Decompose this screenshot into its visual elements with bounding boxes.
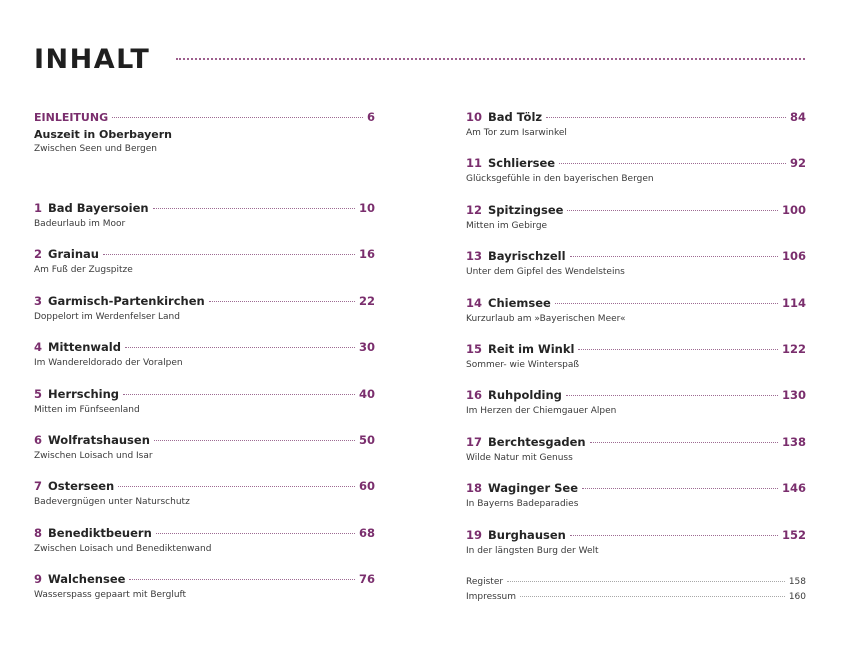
chapter-title: Chiemsee bbox=[488, 295, 551, 310]
dot-leader bbox=[520, 596, 785, 597]
page-number: 158 bbox=[788, 577, 806, 587]
chapter-number: 14 bbox=[466, 295, 483, 310]
page-number: 84 bbox=[789, 110, 806, 124]
toc-entry[interactable] bbox=[34, 293, 375, 324]
page-number: 146 bbox=[781, 481, 806, 496]
page-number: 92 bbox=[789, 156, 806, 171]
chapter-subtitle: Zwischen Loisach und Isar bbox=[34, 451, 153, 461]
dot-leader bbox=[555, 303, 778, 304]
dot-leader bbox=[103, 254, 355, 255]
chapter-subtitle: Badevergnügen unter Naturschutz bbox=[34, 497, 190, 508]
chapter-number: 6 bbox=[34, 433, 43, 447]
chapter-subtitle: Wasserspass gepaart mit Bergluft bbox=[34, 590, 187, 601]
dot-leader bbox=[570, 535, 778, 536]
chapter-number: 13 bbox=[466, 249, 483, 264]
page-number: 22 bbox=[358, 293, 375, 308]
toc-entry[interactable] bbox=[466, 295, 806, 326]
dot-leader bbox=[582, 488, 778, 489]
chapter-subtitle: Sommer- wie Winterspaß bbox=[466, 360, 580, 370]
chapter-number: 17 bbox=[466, 434, 483, 449]
page-number: 122 bbox=[781, 342, 806, 356]
page-number: 16 bbox=[358, 247, 375, 262]
intro-label: EINLEITUNG bbox=[34, 111, 109, 124]
page-number: 68 bbox=[358, 525, 375, 540]
toc-entry[interactable] bbox=[34, 525, 375, 556]
toc-entry[interactable] bbox=[34, 432, 375, 463]
page-number: 130 bbox=[781, 388, 806, 403]
toc-entry[interactable] bbox=[466, 248, 806, 279]
toc-entry[interactable] bbox=[466, 527, 806, 558]
chapter-subtitle: Doppelort im Werdenfelser Land bbox=[34, 311, 180, 322]
title-divider bbox=[176, 58, 805, 60]
chapter-title: Burghausen bbox=[488, 527, 566, 542]
chapter-number: 4 bbox=[34, 340, 43, 355]
toc-entry[interactable] bbox=[466, 480, 806, 511]
chapter-number: 12 bbox=[466, 202, 483, 217]
toc-entry[interactable] bbox=[34, 339, 375, 370]
chapter-title: Schliersee bbox=[488, 156, 556, 171]
dot-leader bbox=[590, 442, 778, 443]
dot-leader bbox=[578, 349, 778, 350]
dot-leader bbox=[118, 486, 355, 487]
chapter-number: 3 bbox=[34, 293, 43, 308]
toc-entry[interactable] bbox=[34, 386, 375, 417]
page-number: 100 bbox=[781, 202, 806, 217]
chapter-subtitle: Badeurlaub im Moor bbox=[34, 219, 126, 229]
page-number: 6 bbox=[366, 110, 375, 124]
chapter-title: Benediktbeuern bbox=[48, 525, 152, 540]
appendix-entry[interactable] bbox=[466, 591, 806, 604]
page-number: 114 bbox=[781, 295, 806, 310]
chapter-title: Berchtesgaden bbox=[488, 434, 586, 449]
chapter-subtitle: In Bayerns Badeparadies bbox=[466, 499, 579, 510]
chapter-title: Ruhpolding bbox=[488, 388, 562, 403]
chapter-title: Reit im Winkl bbox=[488, 342, 575, 356]
dot-leader bbox=[129, 579, 355, 580]
toc-entry[interactable] bbox=[466, 387, 806, 418]
intro-subtitle: Zwischen Seen und Bergen bbox=[34, 144, 158, 154]
dot-leader bbox=[559, 163, 786, 164]
chapter-number: 19 bbox=[466, 527, 483, 542]
page-number: 60 bbox=[358, 479, 375, 494]
toc-entry[interactable] bbox=[466, 434, 806, 465]
page-number: 138 bbox=[781, 434, 806, 449]
chapter-subtitle: Unter dem Gipfel des Wendelsteins bbox=[466, 267, 625, 278]
chapter-title: Walchensee bbox=[48, 572, 126, 587]
chapter-title: Herrsching bbox=[48, 386, 119, 401]
chapter-number: 8 bbox=[34, 525, 43, 540]
chapter-subtitle: Mitten im Fünfseenland bbox=[34, 404, 140, 415]
toc-entry[interactable] bbox=[34, 478, 375, 509]
chapter-number: 11 bbox=[466, 156, 483, 171]
dot-leader bbox=[507, 581, 785, 582]
toc-entry[interactable] bbox=[466, 155, 806, 186]
chapter-number: 15 bbox=[466, 342, 483, 356]
page-number: 106 bbox=[781, 249, 806, 264]
toc-entry[interactable] bbox=[466, 341, 806, 372]
chapter-subtitle: Im Wandereldorado der Voralpen bbox=[34, 358, 183, 369]
chapter-subtitle: Wilde Natur mit Genuss bbox=[466, 452, 573, 463]
dot-leader bbox=[153, 208, 355, 209]
chapter-number: 18 bbox=[466, 481, 483, 496]
chapter-subtitle: Zwischen Loisach und Benediktenwand bbox=[34, 543, 212, 554]
dot-leader bbox=[112, 117, 363, 118]
toc-entry[interactable] bbox=[466, 202, 806, 233]
page-number: 30 bbox=[358, 340, 375, 355]
toc-entry[interactable] bbox=[34, 246, 375, 277]
dot-leader bbox=[209, 301, 355, 302]
page-number: 160 bbox=[788, 592, 806, 602]
dot-leader bbox=[546, 117, 786, 118]
chapter-title: Garmisch-Partenkirchen bbox=[48, 293, 205, 308]
chapter-subtitle: Glücksgefühle in den bayerischen Bergen bbox=[466, 174, 654, 185]
chapter-number: 16 bbox=[466, 388, 483, 403]
appendix-entry[interactable] bbox=[466, 576, 806, 589]
chapter-subtitle: In der längsten Burg der Welt bbox=[466, 545, 599, 556]
page-number: 152 bbox=[781, 527, 806, 542]
toc-entry[interactable] bbox=[466, 109, 806, 140]
dot-leader bbox=[567, 210, 778, 211]
page-number: 40 bbox=[358, 386, 375, 401]
toc-entry-intro[interactable] bbox=[34, 109, 375, 156]
chapter-title: Spitzingsee bbox=[488, 202, 564, 217]
chapter-subtitle: Mitten im Gebirge bbox=[466, 220, 548, 231]
chapter-title: Bad Bayersoien bbox=[48, 201, 149, 215]
chapter-title: Waginger See bbox=[488, 481, 578, 496]
dot-leader bbox=[125, 347, 355, 348]
page-title: INHALT bbox=[34, 44, 151, 75]
chapter-number: 2 bbox=[34, 247, 43, 262]
dot-leader bbox=[123, 394, 355, 395]
dot-leader bbox=[566, 395, 778, 396]
appendix-label: Impressum bbox=[466, 592, 517, 602]
intro-title: Auszeit in Oberbayern bbox=[34, 128, 172, 141]
appendix-label: Register bbox=[466, 577, 504, 587]
chapter-subtitle: Am Fuß der Zugspitze bbox=[34, 265, 133, 276]
chapter-subtitle: Kurzurlaub am »Bayerischen Meer« bbox=[466, 313, 626, 324]
chapter-title: Bayrischzell bbox=[488, 249, 566, 264]
chapter-number: 5 bbox=[34, 386, 43, 401]
chapter-number: 7 bbox=[34, 479, 43, 494]
toc-entry[interactable] bbox=[34, 200, 375, 231]
chapter-number: 10 bbox=[466, 110, 483, 124]
dot-leader bbox=[570, 256, 778, 257]
chapter-title: Osterseen bbox=[48, 479, 115, 494]
chapter-title: Bad Tölz bbox=[488, 110, 543, 124]
chapter-title: Mittenwald bbox=[48, 340, 121, 355]
chapter-title: Grainau bbox=[48, 247, 99, 262]
chapter-number: 9 bbox=[34, 572, 43, 587]
chapter-subtitle: Im Herzen der Chiemgauer Alpen bbox=[466, 406, 617, 417]
page-number: 50 bbox=[358, 433, 375, 447]
dot-leader bbox=[156, 533, 355, 534]
chapter-subtitle: Am Tor zum Isarwinkel bbox=[466, 128, 567, 138]
page-number: 76 bbox=[358, 572, 375, 587]
dot-leader bbox=[154, 440, 355, 441]
page-number: 10 bbox=[358, 201, 375, 215]
chapter-title: Wolfratshausen bbox=[48, 433, 150, 447]
chapter-number: 1 bbox=[34, 201, 43, 215]
toc-entry[interactable] bbox=[34, 571, 375, 602]
